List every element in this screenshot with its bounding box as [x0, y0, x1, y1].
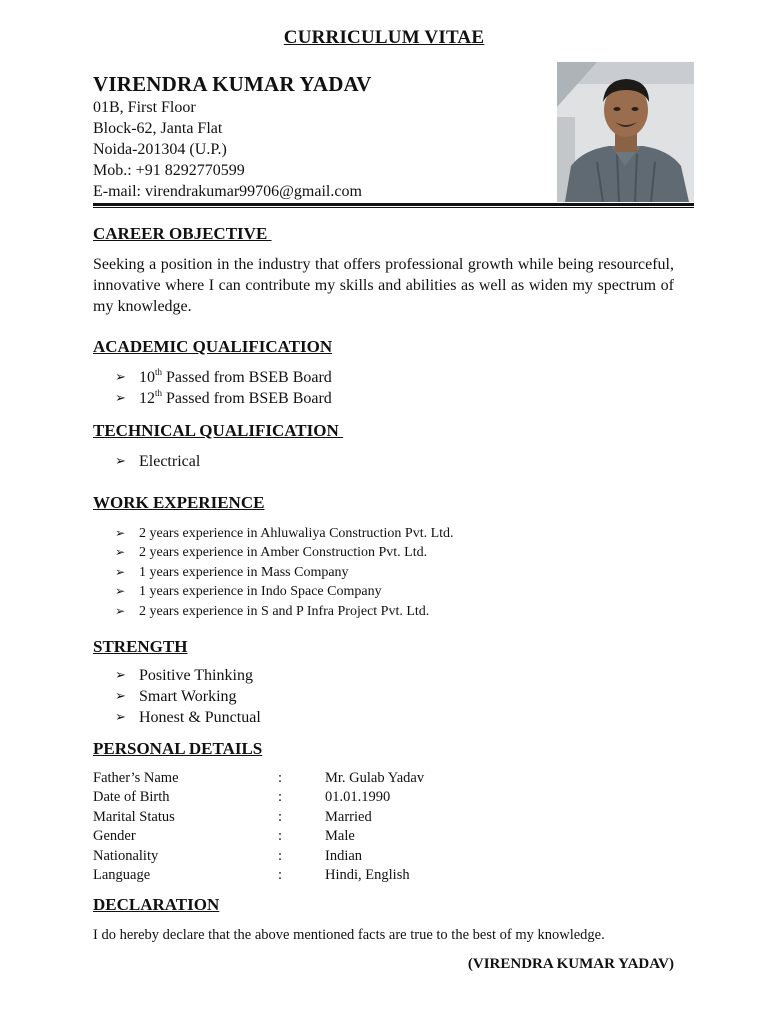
table-row: Date of Birth : 01.01.1990: [93, 789, 391, 806]
arrowhead-bullet-icon: ➢: [115, 710, 126, 725]
list-item: ➢ Honest & Punctual: [115, 709, 261, 726]
career-objective-text: Seeking a position in the industry that offers professional growth while being resourceful, innovative where I can contribute my skills and abilities as well as widen my spectrum of my knowledge.: [93, 256, 674, 315]
arrowhead-bullet-icon: ➢: [115, 668, 126, 683]
list-item: ➢ Electrical: [115, 453, 201, 470]
mobile-number: Mob.: +91 8292770599: [93, 162, 245, 179]
header-divider-thin: [93, 207, 694, 208]
table-row: Nationality : Indian: [93, 847, 363, 864]
arrowhead-bullet-icon: ➢: [115, 545, 126, 560]
academic-list: [115, 367, 332, 409]
address-line-1: 01B, First Floor: [93, 99, 196, 116]
profile-photo: [557, 62, 694, 202]
career-objective-heading: CAREER OBJECTIVE: [93, 224, 272, 243]
list-item: ➢ 2 years experience in Ahluwaliya Construction Pvt. Ltd.: [115, 524, 454, 543]
technical-list: [115, 451, 200, 472]
table-row: Father’s Name : Mr. Gulab Yadav: [93, 770, 425, 786]
table-row: Language : Hindi, English: [93, 867, 410, 884]
email-address: E-mail: virendrakumar99706@gmail.com: [93, 183, 362, 200]
header-divider-thick: [93, 203, 694, 206]
strength-list: [115, 665, 261, 728]
address-line-3: Noida-201304 (U.P.): [93, 141, 227, 158]
list-item: ➢ 2 years experience in Amber Construction Pvt. Ltd.: [115, 543, 454, 562]
applicant-name: VIRENDRA KUMAR YADAV: [93, 72, 372, 96]
arrowhead-bullet-icon: ➢: [115, 370, 126, 385]
strength-heading: STRENGTH: [93, 637, 188, 656]
signature-name: (VIRENDRA KUMAR YADAV): [467, 956, 674, 972]
arrowhead-bullet-icon: ➢: [115, 564, 126, 579]
table-row: Marital Status : Married: [93, 808, 372, 825]
arrowhead-bullet-icon: ➢: [115, 526, 126, 540]
document-title: CURRICULUM VITAE: [283, 27, 485, 48]
arrowhead-bullet-icon: ➢: [115, 689, 126, 704]
list-item: ➢ Positive Thinking: [115, 667, 253, 684]
work-experience-heading: WORK EXPERIENCE: [93, 493, 265, 512]
work-experience-list: [115, 524, 454, 621]
list-item: ➢ 10th Passed from BSEB Board: [115, 367, 332, 386]
arrowhead-bullet-icon: ➢: [115, 603, 126, 618]
academic-heading: ACADEMIC QUALIFICATION: [93, 337, 333, 356]
list-item: ➢ 1 years experience in Indo Space Company: [115, 582, 454, 601]
address-line-2: Block-62, Janta Flat: [93, 120, 223, 137]
contact-block: [93, 97, 362, 202]
arrowhead-bullet-icon: ➢: [115, 454, 126, 469]
arrowhead-bullet-icon: ➢: [115, 584, 126, 599]
list-item: ➢ Smart Working: [115, 688, 237, 705]
list-item: ➢ 2 years experience in S and P Infra Project Pvt. Ltd.: [115, 602, 454, 621]
personal-details-table: [93, 769, 424, 885]
personal-details-heading: PERSONAL DETAILS: [93, 739, 263, 758]
declaration-heading: DECLARATION: [93, 895, 220, 914]
arrowhead-bullet-icon: ➢: [115, 391, 126, 406]
table-row: Gender : Male: [93, 828, 355, 845]
list-item: ➢ 12th Passed from BSEB Board: [115, 388, 332, 407]
technical-heading: TECHNICAL QUALIFICATION: [93, 421, 344, 440]
list-item: ➢ 1 years experience in Mass Company: [115, 563, 454, 582]
declaration-text: I do hereby declare that the above mentioned facts are true to the best of my knowledge.: [93, 927, 605, 943]
